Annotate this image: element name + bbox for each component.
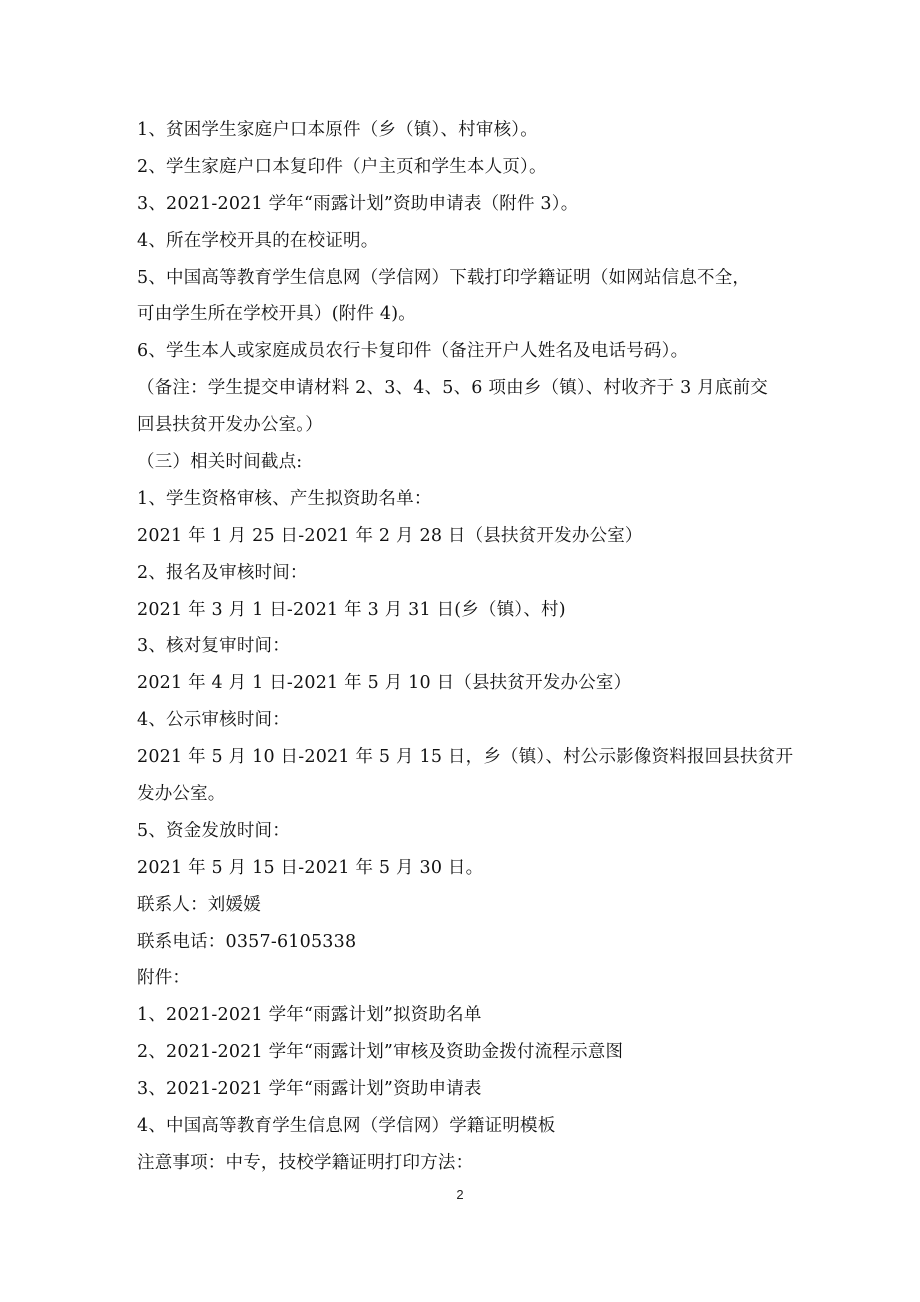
timeline-item-2-label: 2、报名及审核时间： (137, 562, 308, 583)
page-number: 2 (456, 1187, 464, 1202)
attachment-item-2: 2、2021-2021 学年“雨露计划”审核及资助金拨付流程示意图 (137, 1042, 624, 1063)
timeline-item-3-date: 2021 年 4 月 1 日-2021 年 5 月 10 日（县扶贫开发办公室） (137, 673, 632, 694)
attachment-item-4: 4、中国高等教育学生信息网（学信网）学籍证明模板 (137, 1116, 556, 1137)
remark-line-2: 回县扶贫开发办公室。） (137, 415, 323, 436)
attachments-heading: 附件： (137, 968, 191, 989)
material-item-2: 2、学生家庭户口本复印件（户主页和学生本人页）。 (137, 156, 547, 177)
material-item-4: 4、所在学校开具的在校证明。 (137, 230, 379, 251)
timeline-item-5-label: 5、资金发放时间： (137, 820, 290, 841)
material-item-6: 6、学生本人或家庭成员农行卡复印件（备注开户人姓名及电话号码）。 (137, 341, 689, 362)
timeline-item-1-date: 2021 年 1 月 25 日-2021 年 2 月 28 日（县扶贫开发办公室） (137, 525, 643, 546)
timeline-item-5-date: 2021 年 5 月 15 日-2021 年 5 月 30 日。 (137, 857, 484, 878)
material-item-5-line-1: 5、中国高等教育学生信息网（学信网）下载打印学籍证明（如网站信息不全， (137, 267, 751, 288)
contact-person: 联系人：刘媛媛 (137, 894, 261, 915)
timeline-item-4-label: 4、公示审核时间： (137, 710, 290, 731)
timeline-item-3-label: 3、核对复审时间： (137, 636, 290, 657)
attachment-item-3: 3、2021-2021 学年“雨露计划”资助申请表 (137, 1079, 482, 1100)
remark-line-1: （备注：学生提交申请材料 2、3、4、5、6 项由乡（镇）、村收齐于 3 月底前交 (137, 378, 769, 399)
document-body (137, 112, 794, 1182)
material-item-3: 3、2021-2021 学年“雨露计划”资助申请表（附件 3）。 (137, 193, 579, 214)
attachment-item-1: 1、2021-2021 学年“雨露计划”拟资助名单 (137, 1005, 482, 1026)
material-item-5-line-2: 可由学生所在学校开具）(附件 4)。 (137, 304, 416, 325)
contact-phone: 联系电话：0357-6105338 (137, 931, 357, 952)
timeline-item-4-date-line-1: 2021 年 5 月 10 日-2021 年 5 月 15 日，乡（镇）、村公示影像资料报回县扶贫开 (137, 747, 794, 768)
material-item-1: 1、贫困学生家庭户口本原件（乡（镇）、村审核）。 (137, 120, 538, 140)
notice-heading: 注意事项：中专，技校学籍证明打印方法： (137, 1152, 474, 1173)
timeline-item-4-date-line-2: 发办公室。 (137, 784, 226, 805)
timeline-item-1-label: 1、学生资格审核、产生拟资助名单： (137, 488, 432, 509)
section-heading-timeline: （三）相关时间截点: (137, 452, 303, 473)
timeline-item-2-date: 2021 年 3 月 1 日-2021 年 3 月 31 日(乡（镇）、村) (137, 599, 566, 620)
